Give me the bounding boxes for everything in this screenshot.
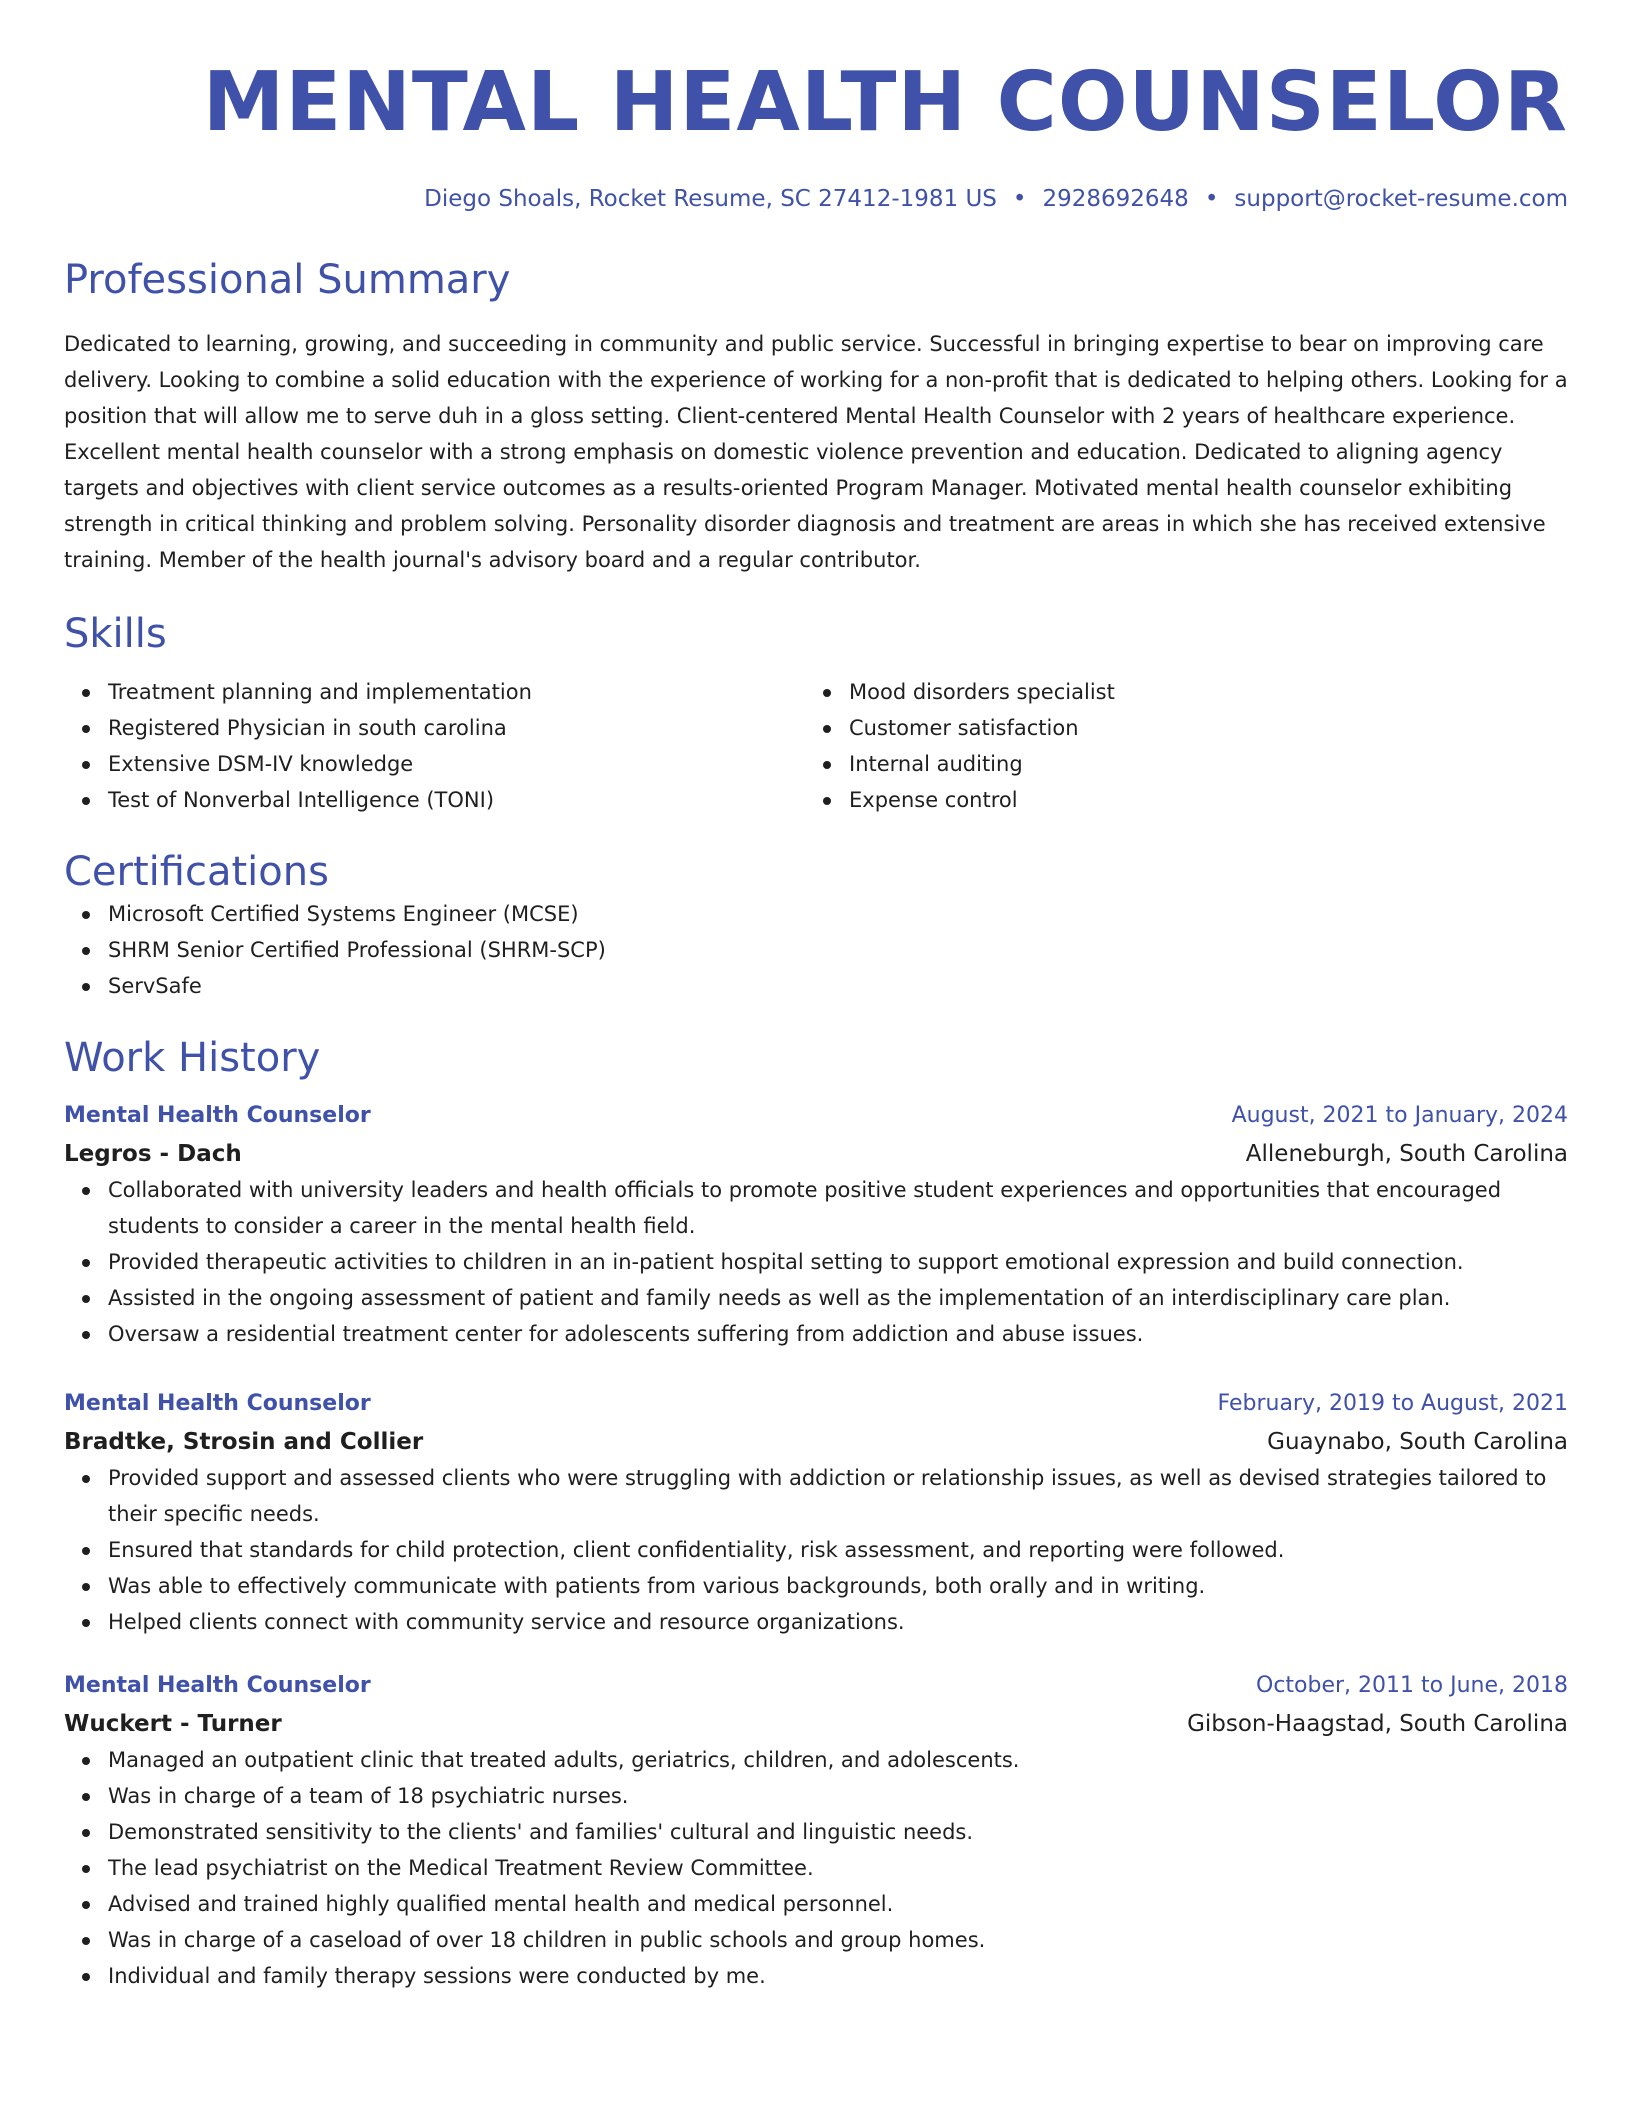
job-company: Wuckert - Turner bbox=[64, 1711, 282, 1737]
list-item: Expense control bbox=[849, 782, 1546, 818]
resume-title: MENTAL HEALTH COUNSELOR bbox=[202, 55, 1568, 150]
contact-address: Diego Shoals, Rocket Resume, SC 27412-1981 US bbox=[424, 186, 997, 212]
list-item: ServSafe bbox=[108, 968, 1568, 1004]
list-item: Customer satisfaction bbox=[849, 710, 1546, 746]
summary-text: Dedicated to learning, growing, and succeeding in community and public service. Successful in bringing expertise to bear on improving care delivery. Looking to combine a solid education with the experience of working for a non-profit that is dedicated to helping others. Looking for a position that will allow me to serve duh in a gloss setting. Client-centered Mental Health Counselor with 2 years of healthcare experience. Excellent mental health counselor with a strong emphasis on domestic violence prevention and education. Dedicated to aligning agency targets and objectives with client service outcomes as a results-oriented Program Manager. Motivated mental health counselor exhibiting strength in critical thinking and problem solving. Personality disorder diagnosis and treatment are areas in which she has received extensive training. Member of the health journal's advisory board and a regular contributor. bbox=[64, 332, 1568, 572]
job-entry bbox=[64, 1666, 1568, 1994]
list-item: SHRM Senior Certified Professional (SHRM-SCP) bbox=[108, 932, 1568, 968]
list-item: Was able to effectively communicate with patients from various backgrounds, both orally and in writing. bbox=[108, 1568, 1568, 1604]
skills-list-right bbox=[805, 674, 1546, 818]
list-item: Advised and trained highly qualified mental health and medical personnel. bbox=[108, 1886, 1568, 1922]
skills-list-left bbox=[64, 674, 805, 818]
job-header-row bbox=[64, 1096, 1568, 1136]
job-company-row bbox=[64, 1424, 1568, 1460]
list-item: Ensured that standards for child protection, client confidentiality, risk assessment, and reporting were followed. bbox=[108, 1532, 1568, 1568]
list-item: Collaborated with university leaders and health officials to promote positive student experiences and opportunities that encouraged students to consider a career in the mental health field. bbox=[108, 1172, 1568, 1244]
job-header-row bbox=[64, 1666, 1568, 1706]
job-header-row bbox=[64, 1384, 1568, 1424]
job-dates: October, 2011 to June, 2018 bbox=[1256, 1673, 1568, 1698]
job-company: Bradtke, Strosin and Collier bbox=[64, 1429, 424, 1455]
resume-header bbox=[64, 0, 1568, 214]
job-company-row bbox=[64, 1706, 1568, 1742]
job-dates: August, 2021 to January, 2024 bbox=[1231, 1103, 1568, 1128]
section-title-certifications: Certifications bbox=[64, 849, 329, 895]
list-item: Was in charge of a team of 18 psychiatric nurses. bbox=[108, 1778, 1568, 1814]
job-location: Alleneburgh, South Carolina bbox=[1245, 1141, 1568, 1167]
job-dates: February, 2019 to August, 2021 bbox=[1217, 1391, 1568, 1416]
list-item: Managed an outpatient clinic that treated adults, geriatrics, children, and adolescents. bbox=[108, 1742, 1568, 1778]
list-item: Extensive DSM-IV knowledge bbox=[108, 746, 805, 782]
job-bullets bbox=[64, 1742, 1568, 1994]
list-item: The lead psychiatrist on the Medical Treatment Review Committee. bbox=[108, 1850, 1568, 1886]
job-title: Mental Health Counselor bbox=[64, 1391, 371, 1416]
list-item: Was in charge of a caseload of over 18 children in public schools and group homes. bbox=[108, 1922, 1568, 1958]
contact-separator: • bbox=[1204, 186, 1219, 212]
list-item: Provided support and assessed clients who were struggling with addiction or relationship issues, as well as devised strategies tailored to their specific needs. bbox=[108, 1460, 1568, 1532]
list-item: Microsoft Certified Systems Engineer (MCSE) bbox=[108, 896, 1568, 932]
list-item: Registered Physician in south carolina bbox=[108, 710, 805, 746]
skills-grid bbox=[64, 674, 1568, 818]
section-title-work-history: Work History bbox=[64, 1035, 321, 1081]
job-location: Guaynabo, South Carolina bbox=[1267, 1429, 1568, 1455]
contact-line bbox=[64, 184, 1568, 214]
job-title: Mental Health Counselor bbox=[64, 1103, 371, 1128]
list-item: Individual and family therapy sessions were conducted by me. bbox=[108, 1958, 1568, 1994]
job-company: Legros - Dach bbox=[64, 1141, 242, 1167]
list-item: Provided therapeutic activities to children in an in-patient hospital setting to support emotional expression and build connection. bbox=[108, 1244, 1568, 1280]
list-item: Helped clients connect with community service and resource organizations. bbox=[108, 1604, 1568, 1640]
skills-column-left bbox=[64, 674, 805, 818]
list-item: Mood disorders specialist bbox=[849, 674, 1546, 710]
job-bullets bbox=[64, 1460, 1568, 1640]
certifications-list bbox=[64, 896, 1568, 1004]
job-bullets bbox=[64, 1172, 1568, 1352]
list-item: Internal auditing bbox=[849, 746, 1546, 782]
job-entry bbox=[64, 1384, 1568, 1640]
job-title: Mental Health Counselor bbox=[64, 1673, 371, 1698]
list-item: Demonstrated sensitivity to the clients' and families' cultural and linguistic needs. bbox=[108, 1814, 1568, 1850]
list-item: Treatment planning and implementation bbox=[108, 674, 805, 710]
contact-email: support@rocket-resume.com bbox=[1234, 186, 1568, 212]
skills-column-right bbox=[805, 674, 1546, 818]
section-title-summary: Professional Summary bbox=[64, 257, 511, 303]
contact-separator: • bbox=[1012, 186, 1027, 212]
list-item: Oversaw a residential treatment center for adolescents suffering from addiction and abuse issues. bbox=[108, 1316, 1568, 1352]
list-item: Assisted in the ongoing assessment of patient and family needs as well as the implementation of an interdisciplinary care plan. bbox=[108, 1280, 1568, 1316]
section-title-skills: Skills bbox=[64, 611, 167, 657]
list-item: Test of Nonverbal Intelligence (TONI) bbox=[108, 782, 805, 818]
job-location: Gibson-Haagstad, South Carolina bbox=[1187, 1711, 1568, 1737]
job-company-row bbox=[64, 1136, 1568, 1172]
job-entry bbox=[64, 1096, 1568, 1352]
contact-phone: 2928692648 bbox=[1042, 186, 1189, 212]
